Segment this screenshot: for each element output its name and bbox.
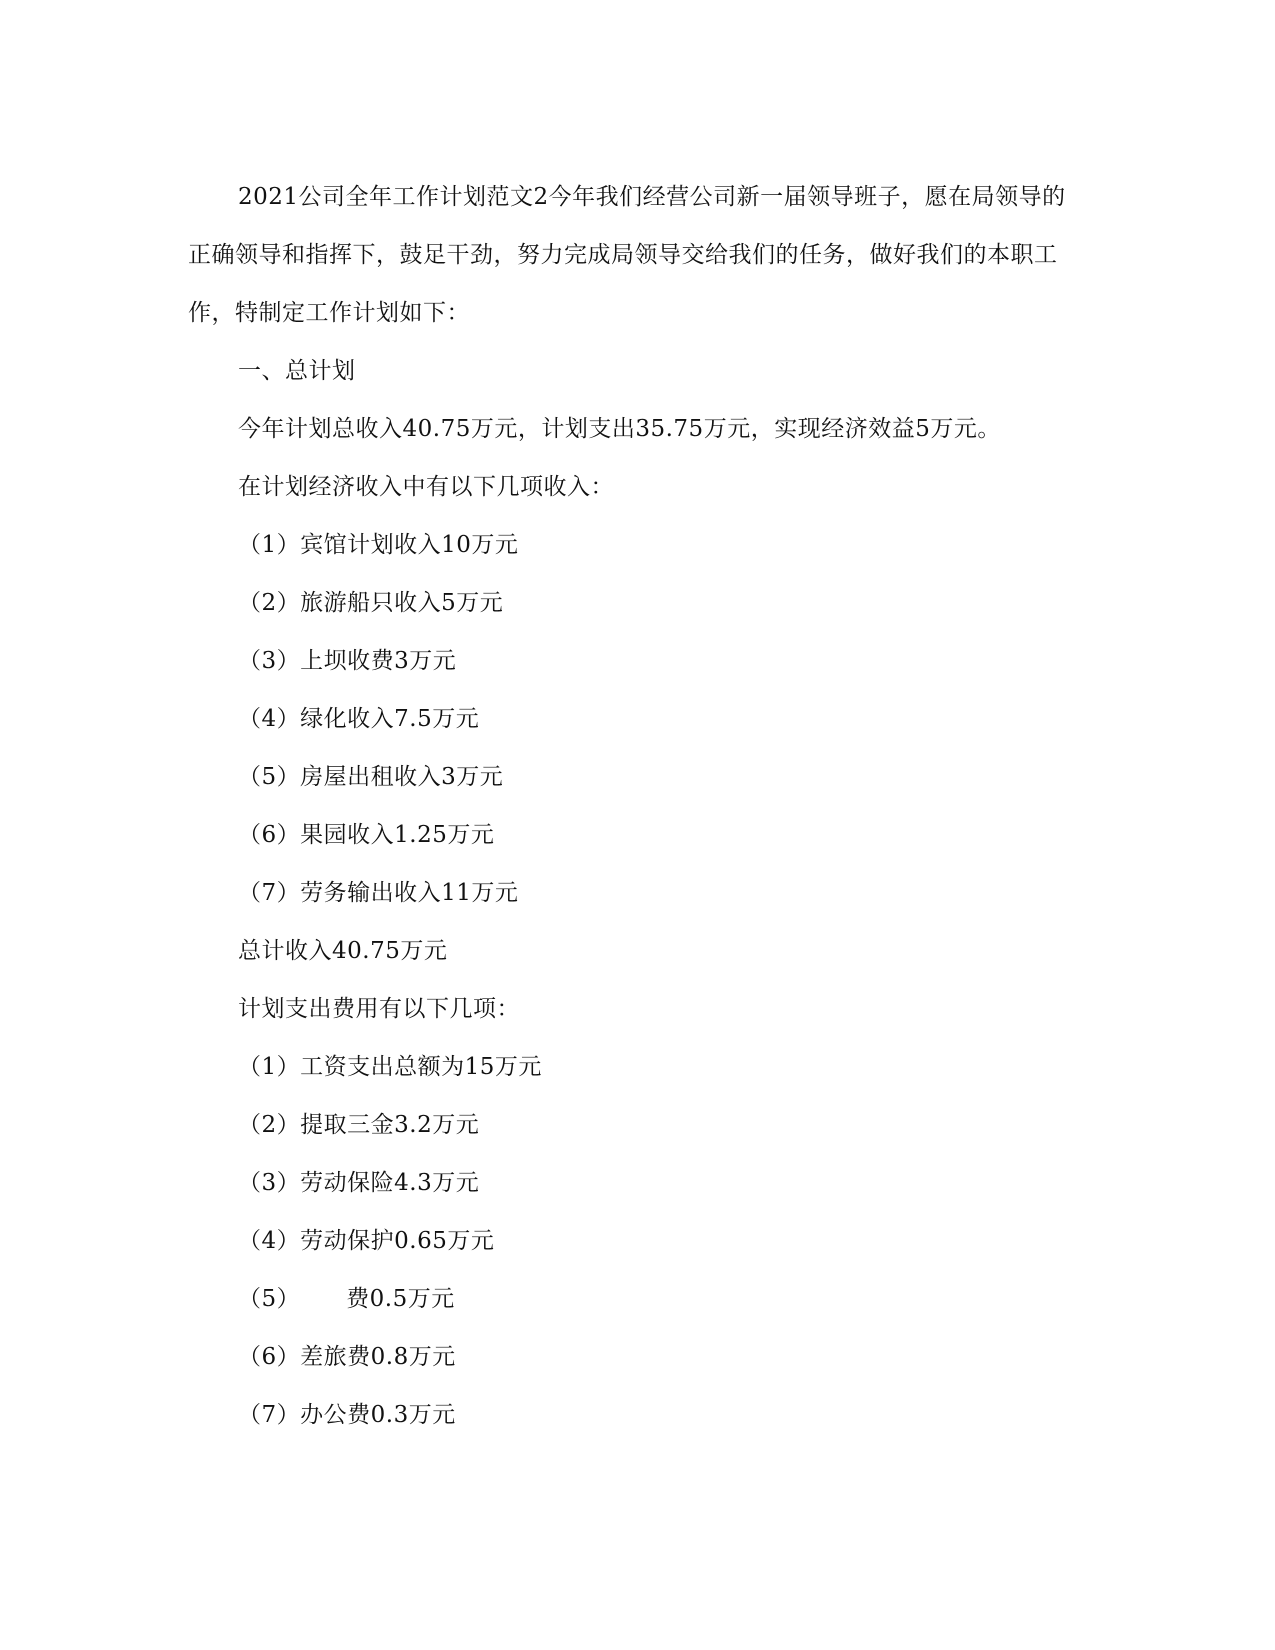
summary-line: 今年计划总收入40.75万元，计划支出35.75万元，实现经济效益5万元。 [238, 416, 1001, 442]
income-item: （2）旅游船只收入5万元 [238, 590, 504, 616]
income-total: 总计收入40.75万元 [238, 938, 448, 964]
income-intro: 在计划经济收入中有以下几项收入： [238, 474, 614, 500]
expense-intro: 计划支出费用有以下几项： [238, 996, 520, 1022]
expense-item: （4）劳动保护0.65万元 [238, 1228, 495, 1254]
expense-item: （2）提取三金3.2万元 [238, 1112, 480, 1138]
expense-item-5-text: 费0.5万元 [346, 1286, 455, 1312]
intro-paragraph: 2021公司全年工作计划范文2今年我们经营公司新一届领导班子，愿在局领导的正确领导和指挥下，鼓足干劲，努力完成局领导交给我们的任务，做好我们的本职工作，特制定工作计划如下： [188, 184, 1066, 326]
expense-item: （7）办公费0.3万元 [238, 1402, 456, 1428]
income-item: （6）果园收入1.25万元 [238, 822, 495, 848]
income-item: （7）劳务输出收入11万元 [238, 880, 519, 906]
income-item: （5）房屋出租收入3万元 [238, 764, 504, 790]
expense-item-5-number: （5） [238, 1286, 301, 1312]
section-heading: 一、总计划 [238, 358, 356, 384]
expense-item-5 [188, 1270, 1088, 1328]
income-item: （1）宾馆计划收入10万元 [238, 532, 519, 558]
document-body [188, 168, 1088, 1444]
income-item: （4）绿化收入7.5万元 [238, 706, 480, 732]
expense-item: （3）劳动保险4.3万元 [238, 1170, 480, 1196]
income-item: （3）上坝收费3万元 [238, 648, 457, 674]
expense-item: （1）工资支出总额为15万元 [238, 1054, 542, 1080]
expense-item: （6）差旅费0.8万元 [238, 1344, 456, 1370]
